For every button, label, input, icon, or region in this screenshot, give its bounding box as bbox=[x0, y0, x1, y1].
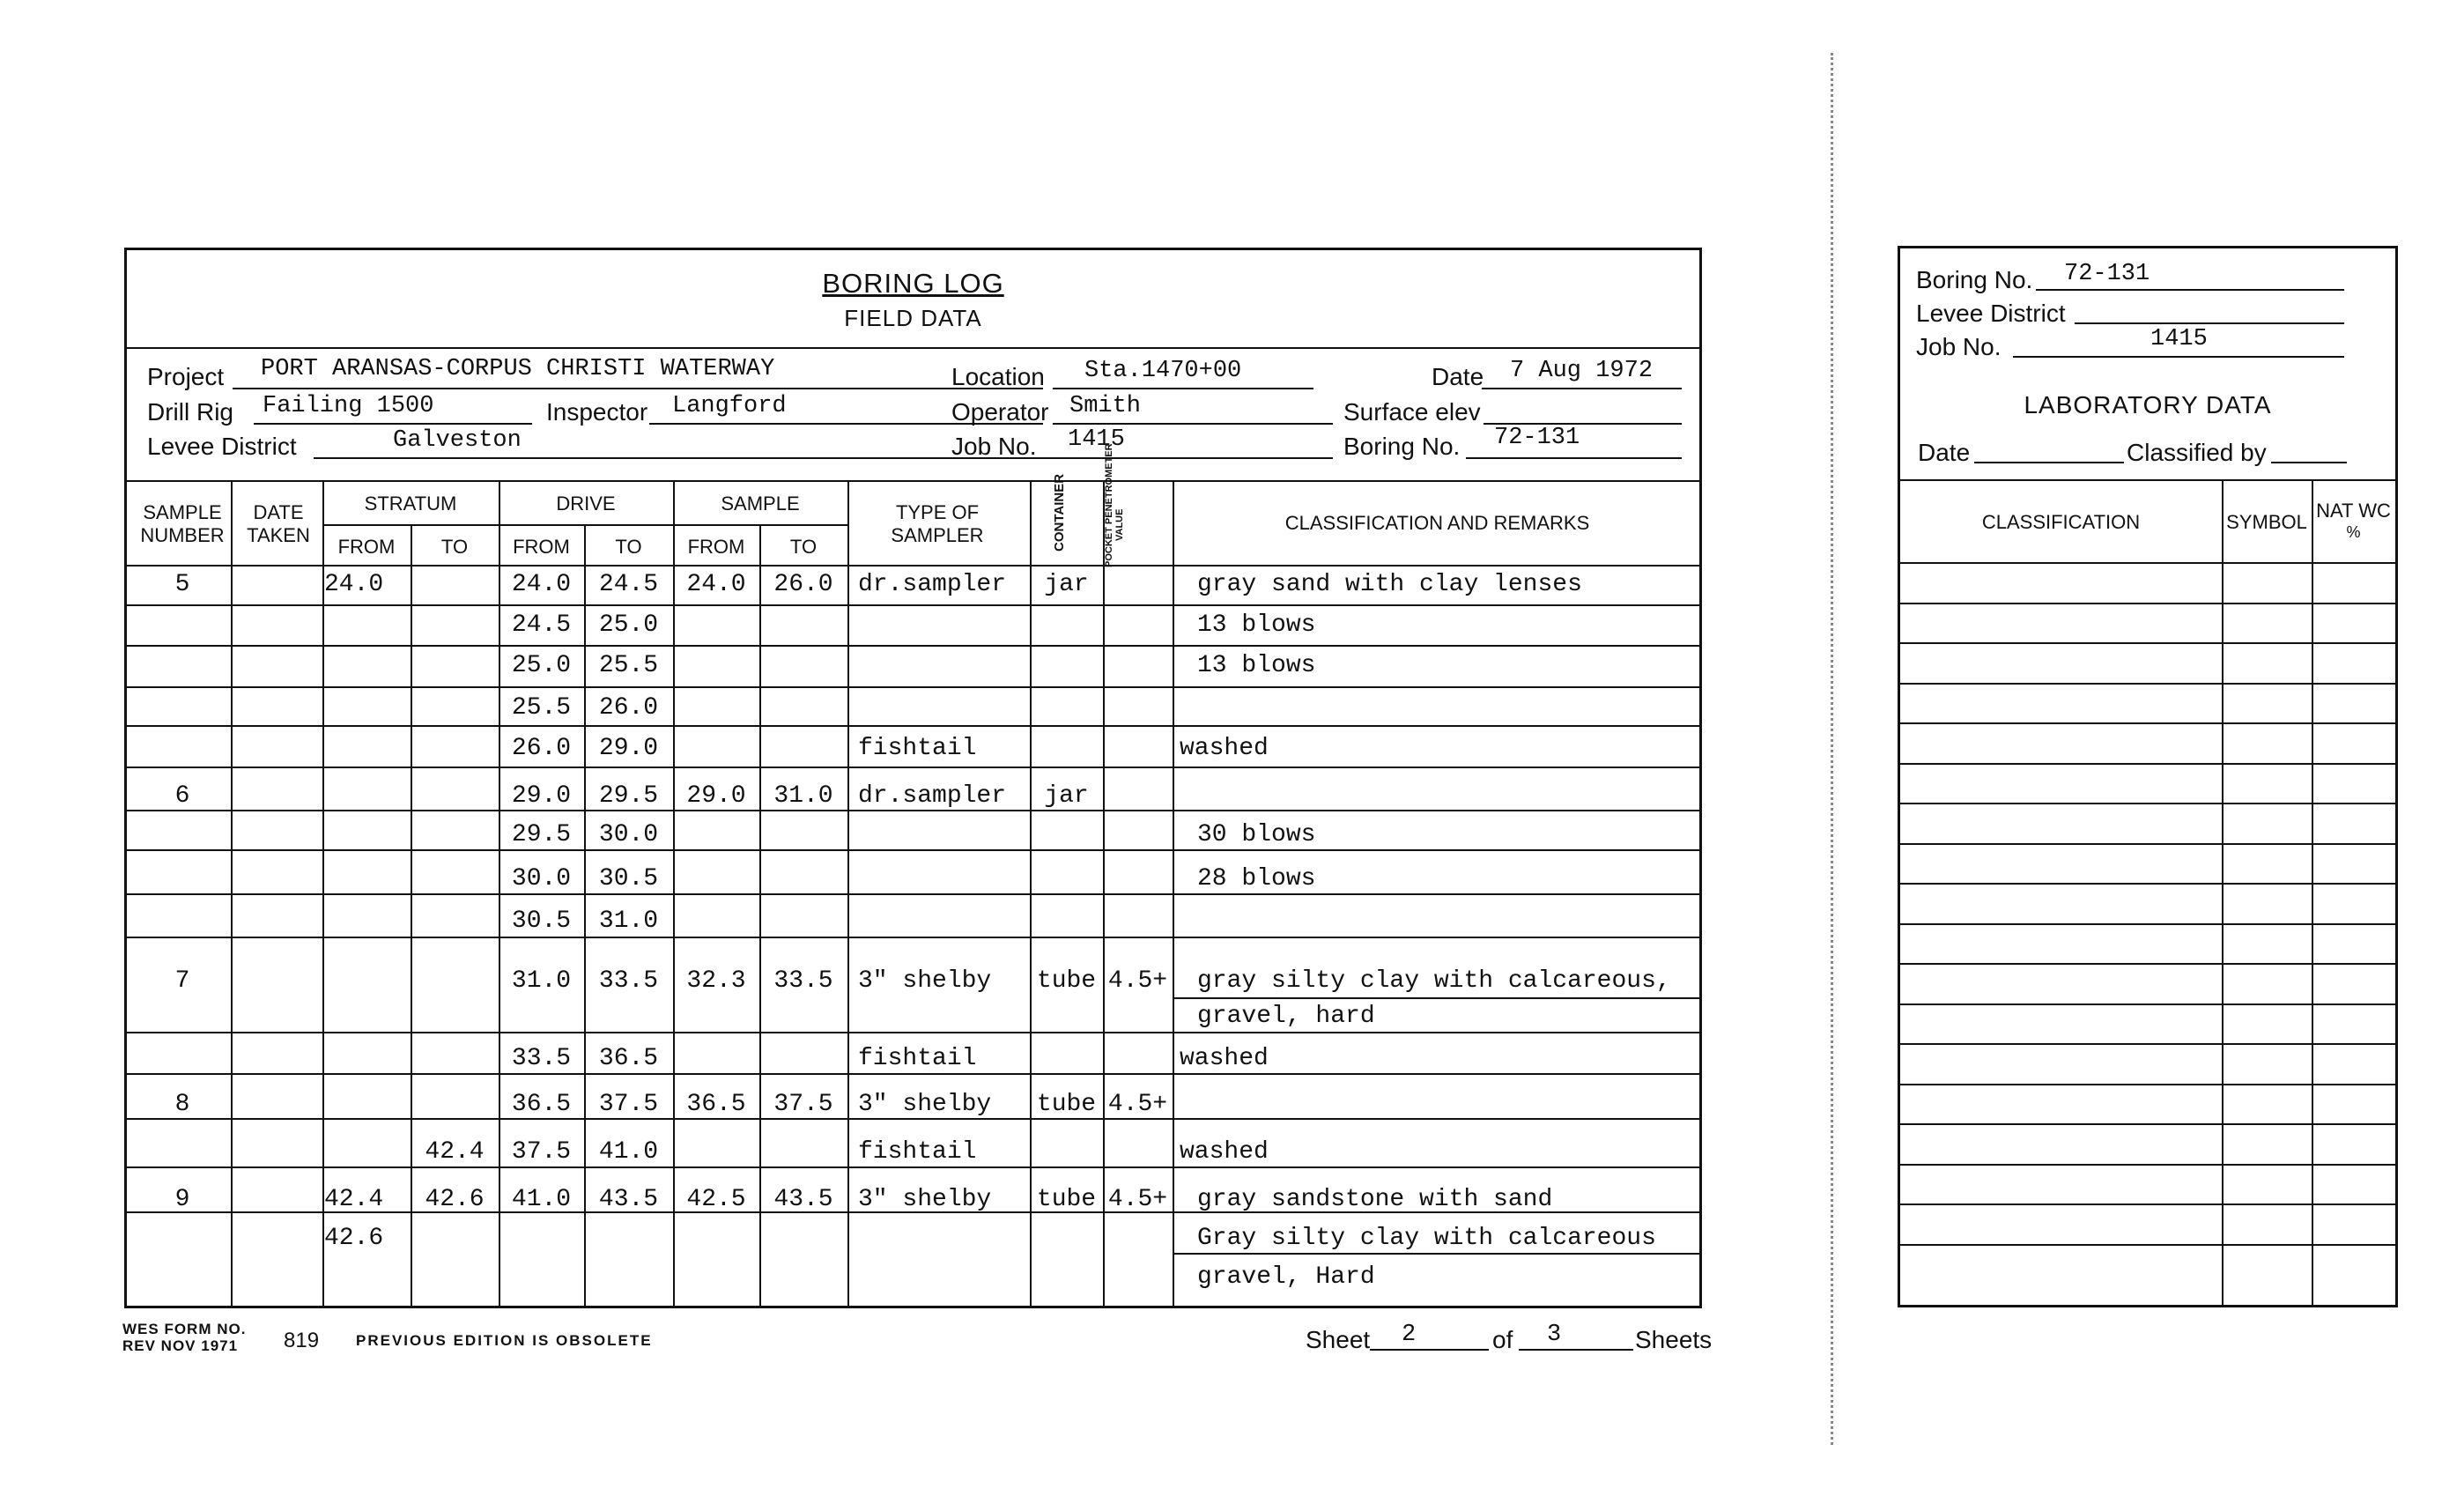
of-label: of bbox=[1492, 1326, 1513, 1353]
sample-from-cell: 42.5 bbox=[686, 1186, 746, 1213]
penetrometer-cell: 4.5+ bbox=[1107, 967, 1168, 995]
total-sheets-value: 3 bbox=[1547, 1322, 1562, 1348]
lab-row-divider bbox=[1900, 1004, 2395, 1005]
col-stratum-from: FROM bbox=[337, 536, 396, 558]
drive-to-cell: 29.0 bbox=[598, 735, 659, 762]
sample-from-cell: 36.5 bbox=[686, 1091, 746, 1118]
col-value: VALUE bbox=[1114, 508, 1125, 541]
lab-job-no-underline bbox=[2013, 356, 2344, 358]
surface-elev-label: Surface elev bbox=[1343, 398, 1481, 426]
row-divider bbox=[127, 767, 1699, 768]
lab-row-divider bbox=[1900, 1043, 2395, 1045]
container-cell: jar bbox=[1044, 571, 1089, 598]
project-label: Project bbox=[147, 363, 225, 390]
drive-to-cell: 24.5 bbox=[598, 571, 659, 598]
sample-to-cell: 31.0 bbox=[773, 782, 833, 810]
row-divider bbox=[127, 1118, 1699, 1120]
job-no-label: Job No. bbox=[951, 433, 1037, 460]
sampler-type-cell: dr.sampler bbox=[858, 571, 1007, 598]
sampler-type-cell: 3" shelby bbox=[858, 1091, 992, 1118]
sample-to-cell: 33.5 bbox=[773, 967, 833, 995]
remarks-cell: Gray silty clay with calcareous bbox=[1197, 1225, 1656, 1252]
laboratory-data-form bbox=[1898, 246, 2398, 1307]
lab-job-no-value: 1415 bbox=[2150, 326, 2208, 352]
sheet-label: Sheet bbox=[1306, 1326, 1371, 1353]
remarks-cell: gray sandstone with sand bbox=[1197, 1186, 1553, 1213]
lab-boring-no-label: Boring No. bbox=[1916, 266, 2033, 293]
remarks-cell: 30 blows bbox=[1197, 821, 1316, 848]
remarks-cell: gray silty clay with calcareous, bbox=[1197, 967, 1671, 995]
lab-header-top bbox=[1900, 479, 2395, 481]
container-cell: tube bbox=[1036, 967, 1097, 995]
lab-row-divider bbox=[1900, 803, 2395, 804]
remarks-cell: washed bbox=[1180, 1045, 1269, 1072]
drive-from-cell: 26.0 bbox=[511, 735, 572, 762]
row-divider bbox=[127, 937, 1699, 938]
form-title: BORING LOG bbox=[822, 268, 1004, 299]
row-divider bbox=[127, 645, 1699, 647]
col-sample: SAMPLE bbox=[721, 492, 800, 515]
row-divider bbox=[127, 1211, 1699, 1213]
sheet-underline bbox=[1370, 1349, 1489, 1351]
remarks-cell: 13 blows bbox=[1197, 652, 1316, 679]
lab-row-divider bbox=[1900, 603, 2395, 604]
obsolete-note: PREVIOUS EDITION IS OBSOLETE bbox=[356, 1332, 653, 1349]
col-drive-to: TO bbox=[615, 536, 642, 558]
drive-to-cell: 25.0 bbox=[598, 611, 659, 639]
total-sheets-underline bbox=[1519, 1349, 1633, 1351]
sample-from-cell: 29.0 bbox=[686, 782, 746, 810]
levee-district-label: Levee District bbox=[147, 433, 297, 460]
drive-from-cell: 29.5 bbox=[511, 821, 572, 848]
sampler-type-cell: dr.sampler bbox=[858, 782, 1007, 810]
col-sample-from: FROM bbox=[687, 536, 745, 558]
col-sample-number: SAMPLE NUMBER bbox=[140, 501, 225, 547]
sample-number-cell: 6 bbox=[174, 782, 190, 810]
lab-job-no-label: Job No. bbox=[1916, 333, 2002, 360]
drive-to-cell: 43.5 bbox=[598, 1186, 659, 1213]
lab-boring-no-underline bbox=[2036, 289, 2344, 291]
project-underline bbox=[233, 388, 1043, 389]
lab-row-divider bbox=[1900, 683, 2395, 685]
sample-to-cell: 43.5 bbox=[773, 1186, 833, 1213]
stratum-to-cell: 42.6 bbox=[425, 1186, 485, 1213]
drive-to-cell: 31.0 bbox=[598, 907, 659, 935]
location-underline bbox=[1053, 388, 1313, 389]
lab-col-nat-wc: NAT WC bbox=[2316, 500, 2391, 522]
drive-to-cell: 26.0 bbox=[598, 694, 659, 722]
drive-to-cell: 30.0 bbox=[598, 821, 659, 848]
remarks-cell: gravel, hard bbox=[1197, 1003, 1375, 1030]
col-drive: DRIVE bbox=[556, 492, 616, 515]
col-stratum: STRATUM bbox=[364, 492, 457, 515]
drive-from-cell: 24.5 bbox=[511, 611, 572, 639]
date-underline bbox=[1482, 388, 1682, 389]
date-value: 7 Aug 1972 bbox=[1510, 358, 1654, 384]
lab-levee-district-underline bbox=[2075, 322, 2344, 324]
sample-number-cell: 8 bbox=[174, 1091, 190, 1118]
fields-divider bbox=[127, 480, 1699, 482]
row-divider bbox=[127, 725, 1699, 727]
drive-to-cell: 41.0 bbox=[598, 1138, 659, 1166]
lab-col-nat-wc-unit: % bbox=[2346, 523, 2361, 541]
drive-from-cell: 36.5 bbox=[511, 1091, 572, 1118]
lab-title: LABORATORY DATA bbox=[2024, 391, 2272, 418]
lab-date-underline bbox=[1974, 462, 2124, 463]
col-stratum-to: TO bbox=[440, 536, 469, 558]
col-sample-to: TO bbox=[789, 536, 818, 558]
stratum-to-cell: 42.4 bbox=[425, 1138, 485, 1166]
lab-row-divider bbox=[1900, 963, 2395, 965]
lab-row-divider bbox=[1900, 1203, 2395, 1205]
boring-no-underline bbox=[1466, 457, 1682, 459]
lab-levee-district-label: Levee District bbox=[1916, 300, 2066, 327]
drill-rig-label: Drill Rig bbox=[147, 398, 233, 426]
remarks-cell: 28 blows bbox=[1197, 865, 1316, 892]
lab-row-divider bbox=[1900, 722, 2395, 724]
lab-boring-no-value: 72-131 bbox=[2064, 261, 2150, 287]
form-number-line1: WES FORM NO. bbox=[122, 1321, 247, 1337]
drive-from-cell: 29.0 bbox=[511, 782, 572, 810]
drive-to-cell: 29.5 bbox=[598, 782, 659, 810]
container-cell: tube bbox=[1036, 1091, 1097, 1118]
remarks-cell: washed bbox=[1180, 1138, 1269, 1166]
lab-row-divider bbox=[1900, 923, 2395, 925]
sample-from-cell: 24.0 bbox=[686, 571, 746, 598]
row-divider bbox=[127, 1032, 1699, 1033]
sampler-type-cell: 3" shelby bbox=[858, 1186, 992, 1213]
sampler-type-cell: fishtail bbox=[858, 735, 977, 762]
lab-col-classification: CLASSIFICATION bbox=[1981, 511, 2141, 533]
title-divider bbox=[127, 347, 1699, 349]
stratum-from-cell: 24.0 bbox=[324, 571, 384, 598]
levee-district-value: Galveston bbox=[393, 427, 522, 454]
operator-value: Smith bbox=[1069, 393, 1142, 419]
penetrometer-cell: 4.5+ bbox=[1107, 1091, 1168, 1118]
col-classification-remarks: CLASSIFICATION AND REMARKS bbox=[1284, 512, 1590, 534]
container-cell: jar bbox=[1044, 782, 1089, 810]
row-divider bbox=[127, 849, 1699, 851]
lab-row-divider bbox=[1900, 562, 2395, 564]
row-divider bbox=[127, 893, 1699, 895]
header-bottom-line bbox=[127, 565, 1699, 567]
lab-row-divider bbox=[1900, 883, 2395, 885]
lab-row-divider bbox=[1900, 1244, 2395, 1246]
lab-row-divider bbox=[1900, 763, 2395, 765]
row-divider bbox=[1173, 1253, 1699, 1255]
stratum-from-cell: 42.6 bbox=[324, 1225, 384, 1252]
drive-from-cell: 30.0 bbox=[511, 865, 572, 892]
drive-to-cell: 25.5 bbox=[598, 652, 659, 679]
lab-row-divider bbox=[1900, 843, 2395, 845]
sample-number-cell: 9 bbox=[174, 1186, 190, 1213]
project-value: PORT ARANSAS-CORPUS CHRISTI WATERWAY bbox=[261, 356, 775, 382]
lab-row-divider bbox=[1900, 642, 2395, 644]
form-subtitle: FIELD DATA bbox=[844, 305, 982, 331]
job-no-underline bbox=[1033, 457, 1333, 459]
location-value: Sta.1470+00 bbox=[1084, 358, 1242, 384]
sample-from-cell: 32.3 bbox=[686, 967, 746, 995]
drive-from-cell: 41.0 bbox=[511, 1186, 572, 1213]
drive-to-cell: 30.5 bbox=[598, 865, 659, 892]
sampler-type-cell: fishtail bbox=[858, 1045, 977, 1072]
lab-classified-by-underline bbox=[2271, 462, 2347, 463]
sample-to-cell: 37.5 bbox=[773, 1091, 833, 1118]
sample-number-cell: 5 bbox=[174, 571, 190, 598]
levee-district-underline bbox=[314, 457, 1043, 459]
row-divider bbox=[127, 604, 1699, 606]
operator-underline bbox=[1053, 423, 1333, 425]
drive-from-cell: 24.0 bbox=[511, 571, 572, 598]
drive-from-cell: 33.5 bbox=[511, 1045, 572, 1072]
sheet-value: 2 bbox=[1402, 1322, 1417, 1348]
col-pocket-penetrometer: POCKET PENETROMETER bbox=[1104, 443, 1114, 567]
sheets-label: Sheets bbox=[1635, 1326, 1713, 1353]
sampler-type-cell: 3" shelby bbox=[858, 967, 992, 995]
penetrometer-cell: 4.5+ bbox=[1107, 1186, 1168, 1213]
container-cell: tube bbox=[1036, 1186, 1097, 1213]
row-divider bbox=[127, 686, 1699, 688]
lab-row-divider bbox=[1900, 1164, 2395, 1166]
operator-label: Operator bbox=[951, 398, 1049, 426]
lab-classified-by-label: Classified by bbox=[2127, 439, 2267, 466]
lab-row-divider bbox=[1900, 1123, 2395, 1125]
drive-to-cell: 37.5 bbox=[598, 1091, 659, 1118]
remarks-cell: gray sand with clay lenses bbox=[1197, 571, 1582, 598]
remarks-cell: 13 blows bbox=[1197, 611, 1316, 639]
sample-number-cell: 7 bbox=[174, 967, 190, 995]
col-container: CONTAINER bbox=[1052, 473, 1067, 552]
form-number-block bbox=[122, 1322, 246, 1354]
lab-row-divider bbox=[1900, 1084, 2395, 1085]
drive-from-cell: 30.5 bbox=[511, 907, 572, 935]
form-number-line2: REV NOV 1971 bbox=[122, 1337, 239, 1354]
remarks-cell: washed bbox=[1180, 735, 1269, 762]
drive-from-cell: 25.5 bbox=[511, 694, 572, 722]
drill-rig-value: Failing 1500 bbox=[263, 393, 434, 419]
col-type-of-sampler: TYPE OF SAMPLER bbox=[891, 501, 984, 547]
stratum-from-cell: 42.4 bbox=[324, 1186, 384, 1213]
col-drive-from: FROM bbox=[513, 536, 570, 558]
location-label: Location bbox=[951, 363, 1045, 390]
row-divider bbox=[127, 1073, 1699, 1075]
lab-date-label: Date bbox=[1918, 439, 1971, 466]
drive-from-cell: 37.5 bbox=[511, 1138, 572, 1166]
row-divider bbox=[127, 1166, 1699, 1168]
lab-col-symbol: SYMBOL bbox=[2226, 511, 2307, 533]
perforation-line bbox=[1831, 53, 1833, 1445]
boring-log-form bbox=[124, 248, 1702, 1308]
boring-no-label: Boring No. bbox=[1343, 433, 1461, 460]
row-divider bbox=[127, 810, 1699, 811]
inspector-label: Inspector bbox=[546, 398, 648, 426]
date-label: Date bbox=[1432, 363, 1484, 390]
drive-to-cell: 33.5 bbox=[598, 967, 659, 995]
col-date-taken: DATE TAKEN bbox=[247, 501, 310, 547]
drive-to-cell: 36.5 bbox=[598, 1045, 659, 1072]
drive-from-cell: 25.0 bbox=[511, 652, 572, 679]
row-divider bbox=[1173, 997, 1699, 999]
sample-to-cell: 26.0 bbox=[773, 571, 833, 598]
job-no-value: 1415 bbox=[1068, 426, 1125, 453]
remarks-cell: gravel, Hard bbox=[1197, 1263, 1375, 1291]
drive-from-cell: 31.0 bbox=[511, 967, 572, 995]
inspector-value: Langford bbox=[672, 393, 787, 419]
drill-rig-underline bbox=[254, 423, 532, 425]
sampler-type-cell: fishtail bbox=[858, 1138, 977, 1166]
boring-no-value: 72-131 bbox=[1494, 425, 1580, 451]
form-number: 819 bbox=[284, 1329, 320, 1352]
